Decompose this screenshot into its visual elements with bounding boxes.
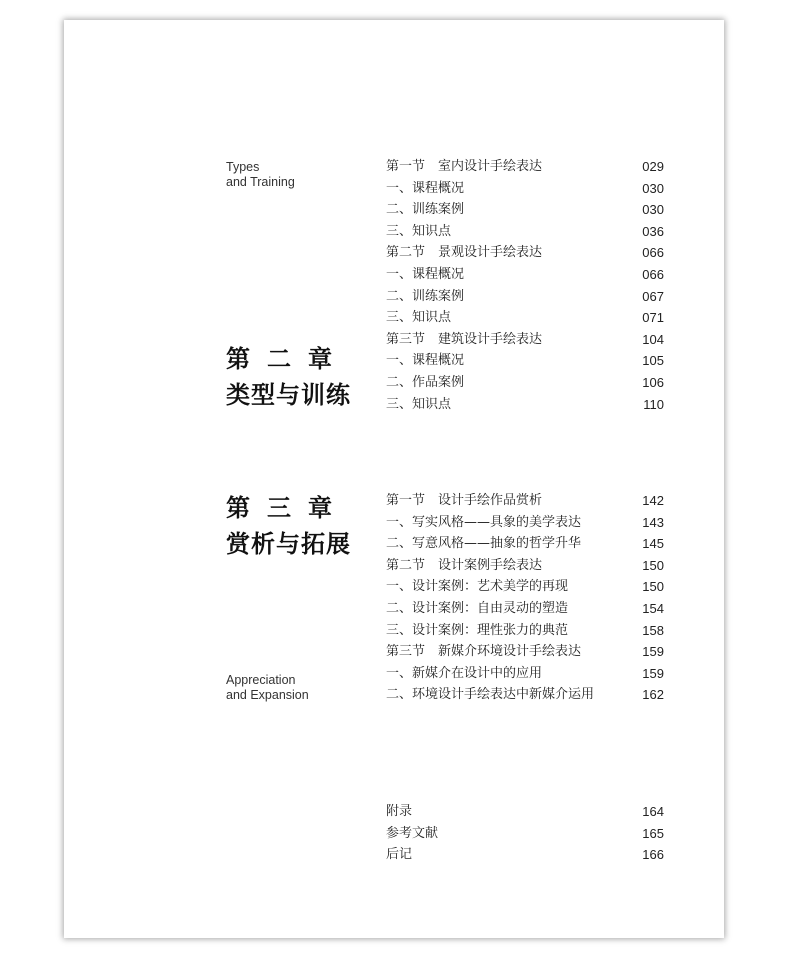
toc-entry-page: 067: [642, 288, 664, 304]
toc-entry: [386, 823, 664, 845]
chapter3-english-line1: Appreciation: [226, 673, 296, 687]
toc-entry: [386, 684, 664, 706]
toc-entry: [386, 242, 664, 264]
toc-entry-page: 166: [642, 847, 664, 863]
toc-entry: [386, 329, 664, 351]
toc-entry: [386, 199, 664, 221]
toc-entry-label: 一、课程概况: [386, 180, 465, 196]
toc-entry-label: 一、课程概况: [386, 353, 465, 369]
toc-entry-label: 二、写意风格——抽象的哲学升华: [386, 536, 582, 552]
toc-entry-label: 第一节 设计手绘作品赏析: [386, 493, 543, 508]
toc-entry-label: 参考文献: [386, 825, 439, 841]
toc-entry-label: 二、作品案例: [386, 374, 465, 390]
toc-entry-page: 145: [642, 536, 664, 552]
toc-entry-page: 029: [642, 159, 664, 174]
toc-entry-page: 159: [642, 644, 664, 660]
toc-entry: [386, 372, 664, 394]
toc-entry: [386, 801, 664, 823]
toc-entry-page: 143: [642, 514, 664, 530]
appendix-toc: [386, 801, 664, 866]
toc-entry-label: 二、训练案例: [386, 202, 465, 218]
toc-entry-label: 三、设计案例：理性张力的典范: [386, 622, 569, 638]
toc-entry-page: 104: [642, 331, 664, 347]
toc-entry-page: 165: [642, 825, 664, 841]
toc-entry-label: 一、设计案例：艺术美学的再现: [386, 579, 569, 595]
toc-entry: [386, 156, 664, 178]
toc-entry-page: 150: [642, 557, 664, 573]
chapter2-toc: [386, 156, 664, 415]
toc-entry-page: 036: [642, 223, 664, 239]
toc-entry: [386, 264, 664, 286]
toc-entry-page: 162: [642, 687, 664, 703]
toc-entry: [386, 178, 664, 200]
chapter3-toc: [386, 490, 664, 706]
toc-entry-label: 三、知识点: [386, 223, 452, 239]
toc-entry: [386, 350, 664, 372]
toc-entry: [386, 641, 664, 663]
toc-entry-label: 三、知识点: [386, 310, 452, 326]
toc-entry-label: 一、写实风格——具象的美学表达: [386, 514, 582, 530]
chapter2-heading: [226, 341, 351, 413]
toc-entry-page: 066: [642, 245, 664, 261]
toc-entry-page: 030: [642, 202, 664, 218]
chapter2-english-line1: Types: [226, 160, 260, 174]
toc-entry-label: 第二节 设计案例手绘表达: [386, 557, 543, 573]
toc-entry-page: 142: [642, 493, 664, 508]
toc-entry: [386, 620, 664, 642]
chapter2-number: 第二章: [226, 345, 349, 373]
toc-entry-page: 066: [642, 266, 664, 282]
toc-entry-label: 二、设计案例：自由灵动的塑造: [386, 600, 569, 616]
toc-entry: [386, 533, 664, 555]
toc-entry: [386, 490, 664, 512]
toc-entry-label: 附录: [386, 804, 413, 819]
toc-entry-label: 后记: [386, 847, 413, 863]
toc-entry: [386, 555, 664, 577]
chapter2-english-line2: and Training: [226, 175, 295, 189]
toc-entry-label: 一、新媒介在设计中的应用: [386, 665, 543, 681]
toc-entry-page: 106: [642, 374, 664, 390]
toc-entry-label: 二、训练案例: [386, 288, 465, 304]
chapter2-english-title: [226, 160, 295, 190]
toc-entry-page: 158: [642, 622, 664, 638]
toc-entry-label: 第一节 室内设计手绘表达: [386, 159, 543, 174]
toc-entry-page: 154: [642, 600, 664, 616]
chapter3-english-title: [226, 673, 309, 703]
chapter3-english-line2: and Expansion: [226, 688, 309, 702]
toc-entry: [386, 221, 664, 243]
toc-entry: [386, 576, 664, 598]
toc-entry-label: 二、环境设计手绘表达中新媒介运用: [386, 687, 595, 703]
toc-entry-label: 第三节 建筑设计手绘表达: [386, 331, 543, 347]
toc-entry-label: 第三节 新媒介环境设计手绘表达: [386, 644, 582, 660]
chapter3-title: 赏析与拓展: [226, 530, 351, 558]
chapter3-heading: [226, 490, 351, 562]
toc-entry-page: 071: [642, 310, 664, 326]
toc-entry-label: 第二节 景观设计手绘表达: [386, 245, 543, 261]
toc-entry-page: 164: [642, 804, 664, 819]
chapter2-title: 类型与训练: [226, 381, 351, 409]
toc-entry: [386, 598, 664, 620]
toc-entry-page: 150: [642, 579, 664, 595]
toc-entry: [386, 663, 664, 685]
toc-entry-label: 一、课程概况: [386, 266, 465, 282]
toc-entry: [386, 512, 664, 534]
toc-entry: [386, 286, 664, 308]
toc-entry: [386, 307, 664, 329]
toc-entry-page: 110: [643, 396, 664, 412]
chapter3-number: 第三章: [226, 494, 349, 522]
toc-entry-page: 030: [642, 180, 664, 196]
toc-entry-label: 三、知识点: [386, 396, 452, 412]
toc-entry: [386, 394, 664, 416]
toc-entry-page: 105: [642, 353, 664, 369]
toc-entry-page: 159: [642, 665, 664, 681]
toc-entry: [386, 844, 664, 866]
